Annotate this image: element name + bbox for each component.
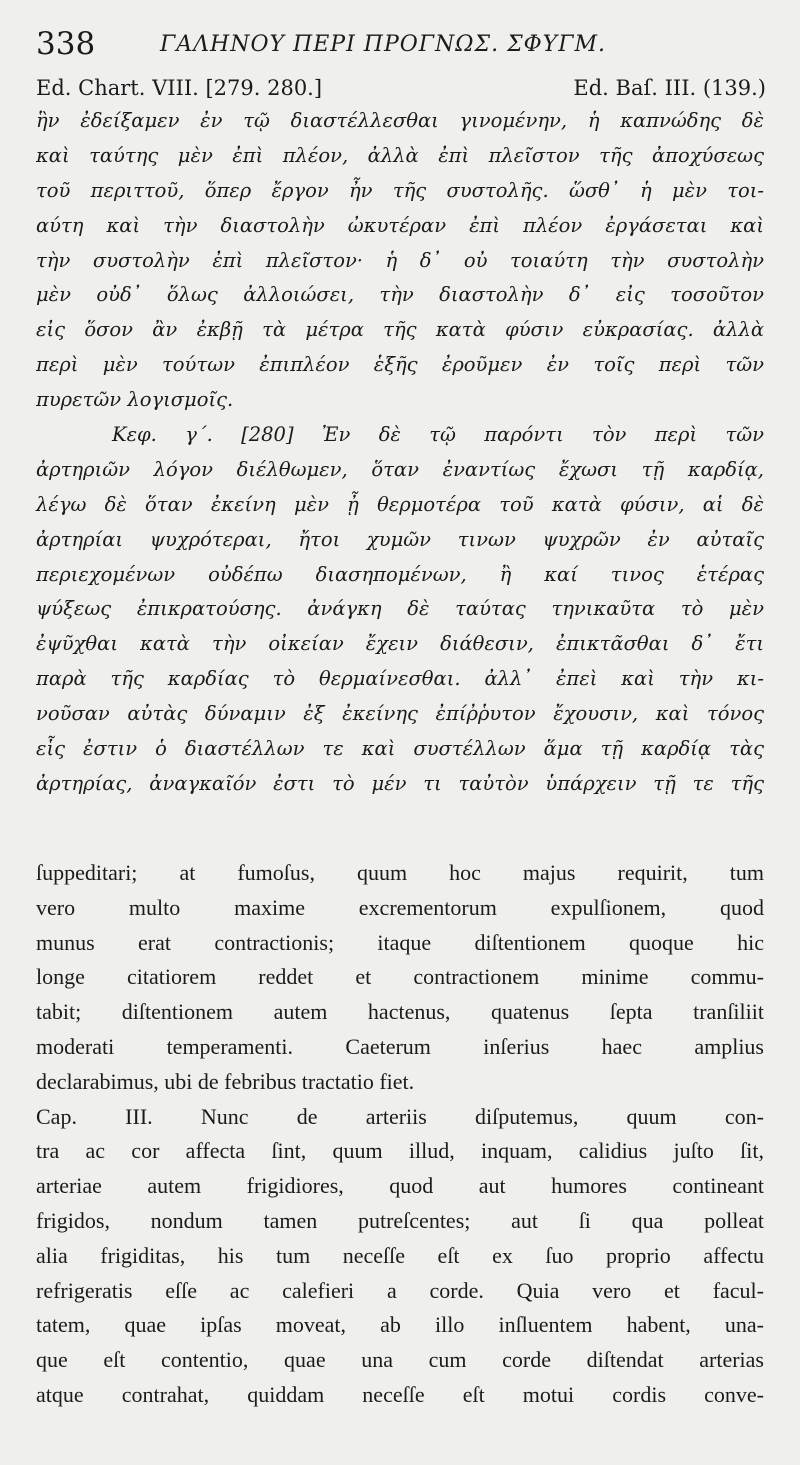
latin-text-block — [36, 856, 764, 1413]
greek-line: ἣν ἐδείξαμεν ἐν τῷ διαστέλλεσθαι γινομένην, ἡ καπνώδης δὲ — [36, 109, 764, 132]
greek-line: περὶ μὲν τούτων ἐπιπλέον ἑξῆς ἐροῦμεν ἐν τοῖς περὶ τῶν — [36, 353, 764, 377]
edition-reference-left: Ed. Chart. VIII. [279. 280.] — [36, 76, 323, 100]
greek-line: καὶ ταύτης μὲν ἐπὶ πλέον, ἀλλὰ ἐπὶ πλεῖστον τῆς ἀποχύσεως — [36, 143, 764, 167]
greek-line: νοῦσαν αὐτὰς δύναμιν ἐξ ἐκείνης ἐπίῤῥυτον ἔχουσιν, καὶ τόνος — [36, 702, 764, 726]
latin-line: munus erat contractionis; itaque diſtentionem quoque hic — [36, 929, 764, 955]
greek-line: ἀρτηρίαι ψυχρότεραι, ἤτοι χυμῶν τινων ψυχρῶν ἐν αὐταῖς — [36, 527, 764, 551]
latin-line: declarabimus, ubi de febribus tractatio fiet. — [36, 1068, 415, 1094]
latin-line: alia frigiditas, his tum neceſſe eſt ex ſuo proprio affectu — [36, 1242, 764, 1268]
greek-chapter-heading-line: Κεφ. γ΄. [280] Ἐν δὲ τῷ παρόντι τὸν περὶ τῶν — [112, 423, 764, 447]
greek-line: περιεχομένων οὐδέπω διασηπομένων, ἢ καί τινος ἑτέρας — [36, 562, 764, 586]
greek-line: παρὰ τῆς καρδίας τὸ θερμαίνεσθαι. ἀλλ᾽ ἐπεὶ καὶ τὴν κι- — [36, 667, 764, 691]
greek-line: εἷς ἐστιν ὁ διαστέλλων τε καὶ συστέλλων ἅμα τῇ καρδίᾳ τὰς — [36, 737, 764, 761]
latin-line: vero multo maxime excrementorum expulſionem, quod — [36, 894, 764, 920]
greek-line: πυρετῶν λογισμοῖς. — [36, 388, 234, 412]
page-header — [36, 26, 766, 66]
latin-chapter-heading-line: Cap. III. Nunc de arteriis diſputemus, quum con- — [36, 1103, 764, 1129]
greek-line: ψύξεως ἐπικρατούσης. ἀνάγκη δὲ ταύτας τηνικαῦτα τὸ μὲν — [36, 597, 764, 621]
latin-line: atque contrahat, quiddam neceſſe eſt motui cordis conve- — [36, 1381, 764, 1407]
latin-line: arteriae autem frigidiores, quod aut humores contineant — [36, 1173, 764, 1199]
latin-line: refrigeratis eſſe ac calefieri a corde. Quia vero et facul- — [36, 1277, 764, 1303]
greek-line: εἰς ὅσον ἂν ἐκβῇ τὰ μέτρα τῆς κατὰ φύσιν εὐκρασίας. ἀλλὰ — [36, 318, 764, 342]
latin-line: tabit; diſtentionem autem hactenus, quatenus ſepta tranſiliit — [36, 999, 764, 1025]
greek-line: ἐψῦχθαι κατὰ τὴν οἰκείαν ἔχειν διάθεσιν, ἐπικτᾶσθαι δ᾽ ἔτι — [36, 632, 764, 656]
latin-line: que eſt contentio, quae una cum corde diſtendat arterias — [36, 1347, 764, 1373]
greek-line: λέγω δὲ ὅταν ἐκείνη μὲν ᾖ θερμοτέρα τοῦ κατὰ φύσιν, αἱ δὲ — [36, 492, 764, 516]
greek-line: τὴν συστολὴν ἐπὶ πλεῖστον· ἡ δ᾽ οὐ τοιαύτη τὴν συστολὴν — [36, 248, 764, 272]
greek-text-block — [36, 104, 764, 802]
latin-line: frigidos, nondum tamen putreſcentes; aut ſi qua polleat — [36, 1207, 764, 1233]
latin-line: ſuppeditari; at fumoſus, quum hoc majus requirit, tum — [36, 860, 764, 885]
greek-line: ἀρτηρίας, ἀναγκαῖόν ἐστι τὸ μέν τι ταὐτὸν ὑπάρχειν τῇ τε τῆς — [36, 771, 764, 795]
page-number: 338 — [36, 26, 96, 62]
greek-line: τοῦ περιττοῦ, ὅπερ ἔργον ἦν τῆς συστολῆς. ὥσθ᾽ ἡ μὲν τοι- — [36, 178, 764, 202]
greek-line: μὲν οὐδ᾽ ὅλως ἀλλοιώσει, τὴν διαστολὴν δ᾽ εἰς τοσοῦτον — [36, 283, 764, 307]
latin-line: tra ac cor affecta ſint, quum illud, inquam, calidius juſto ſit, — [36, 1138, 764, 1164]
greek-line: ἀρτηριῶν λόγον διέλθωμεν, ὅταν ἐναντίως ἔχωσι τῇ καρδίᾳ, — [36, 457, 764, 481]
running-title: ΓΑΛΗΝΟΥ ΠΕΡΙ ΠΡΟΓΝΩΣ. ΣΦΥΓΜ. — [160, 32, 606, 57]
latin-line: moderati temperamenti. Caeterum inſerius haec amplius — [36, 1033, 764, 1059]
edition-reference-right: Ed. Baſ. III. (139.) — [573, 76, 766, 100]
latin-line: tatem, quae ipſas moveat, ab illo inſluentem habent, una- — [36, 1312, 764, 1338]
greek-line: αύτη καὶ τὴν διαστολὴν ὠκυτέραν ἐπὶ πλέον ἐργάσεται καὶ — [36, 213, 764, 237]
latin-line: longe citatiorem reddet et contractionem minime commu- — [36, 964, 764, 990]
